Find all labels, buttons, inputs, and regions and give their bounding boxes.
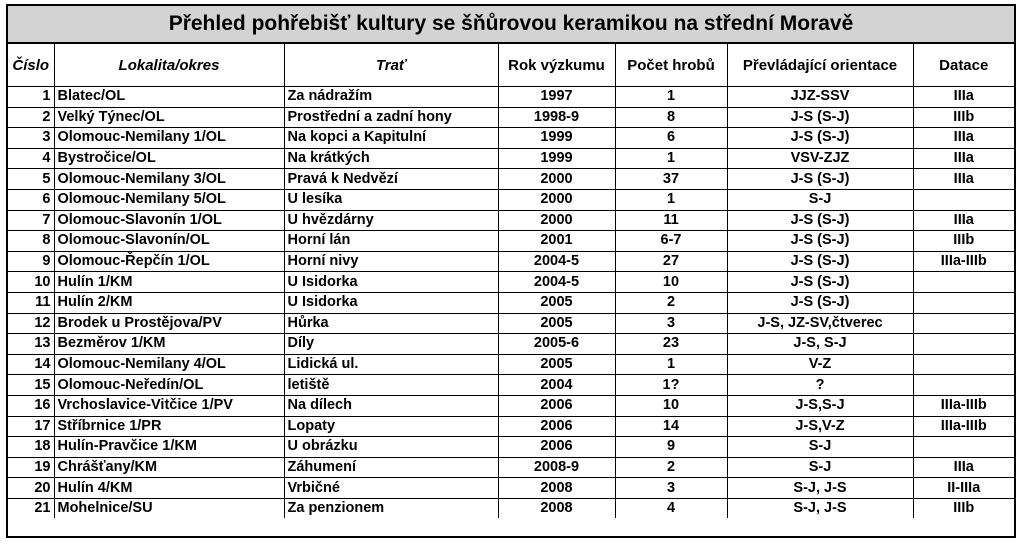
table-row — [8, 251, 1014, 272]
cell-cislo: 12 — [8, 313, 54, 334]
cell-orientace: S-J, J-S — [727, 498, 913, 518]
cell-trat: Záhumení — [284, 457, 498, 478]
cell-lokalita: Olomouc-Nemilany 1/OL — [54, 128, 284, 149]
cell-rok: 2005-6 — [498, 334, 615, 355]
cell-rok: 1997 — [498, 87, 615, 108]
cell-orientace: S-J — [727, 437, 913, 458]
cell-lokalita: Olomouc-Nemilany 5/OL — [54, 189, 284, 210]
cell-orientace: S-J — [727, 457, 913, 478]
cell-orientace: ? — [727, 375, 913, 396]
cell-datace — [913, 313, 1014, 334]
col-header-rok: Rok výzkumu — [498, 44, 615, 87]
table-row — [8, 354, 1014, 375]
table-row — [8, 334, 1014, 355]
table-row — [8, 437, 1014, 458]
cell-pocet: 10 — [615, 272, 727, 293]
cell-orientace: J-S (S-J) — [727, 231, 913, 252]
cell-lokalita: Brodek u Prostějova/PV — [54, 313, 284, 334]
cell-rok: 1999 — [498, 128, 615, 149]
table-row — [8, 210, 1014, 231]
cell-orientace: V-Z — [727, 354, 913, 375]
cell-pocet: 2 — [615, 292, 727, 313]
cell-orientace: J-S (S-J) — [727, 272, 913, 293]
cell-cislo: 4 — [8, 148, 54, 169]
cell-pocet: 14 — [615, 416, 727, 437]
table-row — [8, 148, 1014, 169]
cell-rok: 2004-5 — [498, 251, 615, 272]
cell-datace: IIIa — [913, 128, 1014, 149]
cell-orientace: J-S (S-J) — [727, 107, 913, 128]
cell-trat: Horní lán — [284, 231, 498, 252]
cell-trat: Lidická ul. — [284, 354, 498, 375]
cell-rok: 2005 — [498, 292, 615, 313]
col-header-pocet: Počet hrobů — [615, 44, 727, 87]
cell-lokalita: Hulín-Pravčice 1/KM — [54, 437, 284, 458]
cell-lokalita: Hulín 2/KM — [54, 292, 284, 313]
cell-cislo: 3 — [8, 128, 54, 149]
table-body — [8, 87, 1014, 519]
cell-cislo: 19 — [8, 457, 54, 478]
cell-lokalita: Bystročice/OL — [54, 148, 284, 169]
header-row — [8, 44, 1014, 87]
table-row — [8, 375, 1014, 396]
cell-pocet: 10 — [615, 395, 727, 416]
cell-datace: IIIa — [913, 87, 1014, 108]
cell-rok: 2000 — [498, 189, 615, 210]
table-row — [8, 189, 1014, 210]
cell-trat: Za penzionem — [284, 498, 498, 518]
cell-orientace: JJZ-SSV — [727, 87, 913, 108]
cell-lokalita: Olomouc-Slavonín/OL — [54, 231, 284, 252]
cell-pocet: 6 — [615, 128, 727, 149]
cell-pocet: 2 — [615, 457, 727, 478]
cell-cislo: 21 — [8, 498, 54, 518]
table-row — [8, 313, 1014, 334]
cell-datace: IIIa — [913, 457, 1014, 478]
cell-orientace: J-S (S-J) — [727, 251, 913, 272]
cell-lokalita: Olomouc-Neředín/OL — [54, 375, 284, 396]
table-title: Přehled pohřebišť kultury se šňůrovou keramikou na střední Moravě — [8, 6, 1014, 44]
cell-datace: IIIb — [913, 231, 1014, 252]
cell-cislo: 11 — [8, 292, 54, 313]
table-row — [8, 169, 1014, 190]
cell-rok: 2006 — [498, 395, 615, 416]
cell-trat: U hvězdárny — [284, 210, 498, 231]
cell-orientace: J-S, JZ-SV,čtverec — [727, 313, 913, 334]
cell-cislo: 14 — [8, 354, 54, 375]
cell-trat: Vrbičné — [284, 478, 498, 499]
cell-trat: letiště — [284, 375, 498, 396]
cell-lokalita: Olomouc-Řepčín 1/OL — [54, 251, 284, 272]
cell-cislo: 10 — [8, 272, 54, 293]
col-header-lokalita: Lokalita/okres — [54, 44, 284, 87]
cell-trat: Lopaty — [284, 416, 498, 437]
table-row — [8, 231, 1014, 252]
cell-datace: IIIa-IIIb — [913, 251, 1014, 272]
cell-orientace: J-S (S-J) — [727, 128, 913, 149]
cell-rok: 1999 — [498, 148, 615, 169]
cell-orientace: J-S (S-J) — [727, 169, 913, 190]
cell-rok: 2004 — [498, 375, 615, 396]
cell-cislo: 16 — [8, 395, 54, 416]
cell-lokalita: Blatec/OL — [54, 87, 284, 108]
cell-pocet: 11 — [615, 210, 727, 231]
cell-rok: 2008 — [498, 478, 615, 499]
cell-cislo: 8 — [8, 231, 54, 252]
cell-rok: 2008-9 — [498, 457, 615, 478]
cell-datace — [913, 375, 1014, 396]
cell-rok: 2006 — [498, 437, 615, 458]
cell-datace — [913, 437, 1014, 458]
table-row — [8, 128, 1014, 149]
cell-datace: IIIa — [913, 169, 1014, 190]
cell-cislo: 9 — [8, 251, 54, 272]
cell-pocet: 3 — [615, 478, 727, 499]
cell-rok: 1998-9 — [498, 107, 615, 128]
cell-lokalita: Mohelnice/SU — [54, 498, 284, 518]
cell-cislo: 7 — [8, 210, 54, 231]
cell-trat: Na dílech — [284, 395, 498, 416]
cell-pocet: 27 — [615, 251, 727, 272]
table-row — [8, 272, 1014, 293]
cell-trat: U lesíka — [284, 189, 498, 210]
cell-trat: Hůrka — [284, 313, 498, 334]
burial-sites-table — [8, 44, 1014, 518]
cell-datace: IIIa — [913, 148, 1014, 169]
cell-lokalita: Hulín 1/KM — [54, 272, 284, 293]
col-header-orientace: Převládající orientace — [727, 44, 913, 87]
cell-trat: Prostřední a zadní hony — [284, 107, 498, 128]
cell-pocet: 9 — [615, 437, 727, 458]
cell-datace: IIIb — [913, 107, 1014, 128]
cell-pocet: 6-7 — [615, 231, 727, 252]
cell-lokalita: Chrášťany/KM — [54, 457, 284, 478]
cell-datace: IIIa-IIIb — [913, 395, 1014, 416]
cell-lokalita: Stříbrnice 1/PR — [54, 416, 284, 437]
cell-cislo: 18 — [8, 437, 54, 458]
cell-pocet: 1 — [615, 148, 727, 169]
cell-cislo: 2 — [8, 107, 54, 128]
cell-rok: 2001 — [498, 231, 615, 252]
cell-datace — [913, 354, 1014, 375]
cell-rok: 2006 — [498, 416, 615, 437]
cell-rok: 2000 — [498, 169, 615, 190]
table-row — [8, 395, 1014, 416]
cell-lokalita: Olomouc-Nemilany 3/OL — [54, 169, 284, 190]
cell-trat: Za nádražím — [284, 87, 498, 108]
cell-lokalita: Olomouc-Nemilany 4/OL — [54, 354, 284, 375]
cell-orientace: S-J — [727, 189, 913, 210]
table-row — [8, 478, 1014, 499]
cell-datace: II-IIIa — [913, 478, 1014, 499]
cell-trat: Na kopci a Kapitulní — [284, 128, 498, 149]
col-header-cislo: Číslo — [8, 44, 54, 87]
table-frame — [6, 4, 1016, 538]
cell-pocet: 8 — [615, 107, 727, 128]
col-header-datace: Datace — [913, 44, 1014, 87]
cell-orientace: J-S, S-J — [727, 334, 913, 355]
cell-pocet: 4 — [615, 498, 727, 518]
cell-lokalita: Velký Týnec/OL — [54, 107, 284, 128]
cell-datace: IIIa — [913, 210, 1014, 231]
cell-trat: Díly — [284, 334, 498, 355]
cell-cislo: 15 — [8, 375, 54, 396]
cell-datace: IIIb — [913, 498, 1014, 518]
cell-lokalita: Olomouc-Slavonín 1/OL — [54, 210, 284, 231]
cell-trat: U obrázku — [284, 437, 498, 458]
cell-datace — [913, 189, 1014, 210]
cell-datace — [913, 292, 1014, 313]
table-row — [8, 457, 1014, 478]
cell-trat: Horní nivy — [284, 251, 498, 272]
cell-trat: U Isidorka — [284, 272, 498, 293]
cell-cislo: 20 — [8, 478, 54, 499]
table-row — [8, 107, 1014, 128]
cell-orientace: J-S,S-J — [727, 395, 913, 416]
cell-orientace: J-S (S-J) — [727, 210, 913, 231]
col-header-trat: Trať — [284, 44, 498, 87]
cell-lokalita: Hulín 4/KM — [54, 478, 284, 499]
cell-rok: 2005 — [498, 313, 615, 334]
cell-rok: 2008 — [498, 498, 615, 518]
cell-trat: U Isidorka — [284, 292, 498, 313]
table-row — [8, 416, 1014, 437]
cell-lokalita: Vrchoslavice-Vitčice 1/PV — [54, 395, 284, 416]
cell-rok: 2004-5 — [498, 272, 615, 293]
cell-orientace: VSV-ZJZ — [727, 148, 913, 169]
cell-cislo: 5 — [8, 169, 54, 190]
cell-trat: Na krátkých — [284, 148, 498, 169]
cell-rok: 2000 — [498, 210, 615, 231]
cell-pocet: 1 — [615, 354, 727, 375]
table-row — [8, 292, 1014, 313]
cell-cislo: 17 — [8, 416, 54, 437]
cell-pocet: 23 — [615, 334, 727, 355]
cell-rok: 2005 — [498, 354, 615, 375]
cell-orientace: S-J, J-S — [727, 478, 913, 499]
cell-cislo: 1 — [8, 87, 54, 108]
cell-pocet: 1? — [615, 375, 727, 396]
cell-orientace: J-S,V-Z — [727, 416, 913, 437]
cell-pocet: 1 — [615, 189, 727, 210]
cell-pocet: 37 — [615, 169, 727, 190]
cell-cislo: 6 — [8, 189, 54, 210]
table-row — [8, 87, 1014, 108]
cell-datace: IIIa-IIIb — [913, 416, 1014, 437]
cell-pocet: 1 — [615, 87, 727, 108]
cell-cislo: 13 — [8, 334, 54, 355]
cell-pocet: 3 — [615, 313, 727, 334]
cell-trat: Pravá k Nedvězí — [284, 169, 498, 190]
cell-lokalita: Bezměrov 1/KM — [54, 334, 284, 355]
cell-orientace: J-S (S-J) — [727, 292, 913, 313]
cell-datace — [913, 334, 1014, 355]
table-row — [8, 498, 1014, 518]
cell-datace — [913, 272, 1014, 293]
